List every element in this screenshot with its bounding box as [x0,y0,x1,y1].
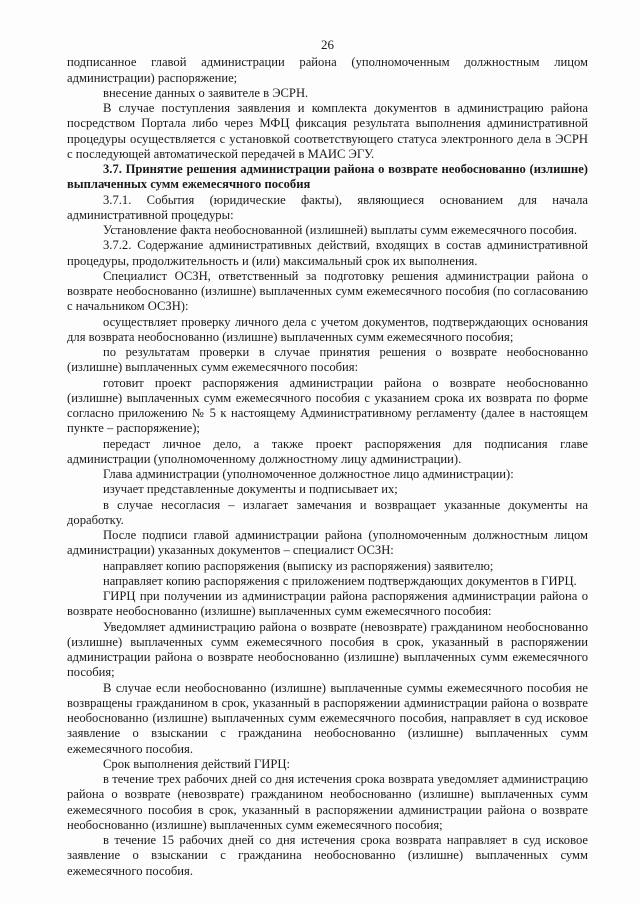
paragraph: в течение трех рабочих дней со дня истечения срока возврата уведомляет администрацию района о возврате (невозврате) гражданином необоснованно (излишне) выплаченных сумм ежемесячного пособия в срок, указанный в распоряжении администрации района о возврате необоснованно (излишне) выплаченных сумм ежемесячного пособия; [67,772,588,832]
paragraph: направляет копию распоряжения с приложением подтверждающих документов в ГИРЦ. [103,573,577,588]
paragraph: в течение 15 рабочих дней со дня истечения срока возврата направляет в суд исковое заявление о взыскании с гражданина необоснованно (излишне) выплаченных сумм ежемесячного пособия. [67,833,588,878]
paragraph: 3.7.1. События (юридические факты), являющиеся основанием для начала административной процедуры: [67,192,588,222]
paragraph: осуществляет проверку личного дела с учетом документов, подтверждающих основания для возврата необоснованно (излишне) выплаченных сумм ежемесячного пособия; [67,314,588,344]
paragraph: направляет копию распоряжения (выписку из распоряжения) заявителю; [103,558,494,573]
document-body [67,55,588,879]
paragraph: После подписи главой администрации района (уполномоченным должностным лицом администрации) указанных документов – специалист ОСЗН: [67,528,588,558]
paragraph: готовит проект распоряжения администрации района о возврате необоснованно (излишне) выплаченных сумм ежемесячного пособия с указанием срока их возврата по форме согласно приложению № 5 к настоящему Административному регламенту (далее в настоящем пункте – распоряжение); [67,375,588,436]
paragraph: Срок выполнения действий ГИРЦ: [103,756,290,771]
paragraph: Установление факта необоснованной (излишней) выплаты сумм ежемесячного пособия. [103,223,578,237]
paragraph: внесение данных о заявителе в ЭСРН. [103,85,309,100]
section-heading: 3.7. Принятие решения администрации района о возврате необоснованно (излишне) выплаченных сумм ежемесячного пособия [67,162,588,192]
page-number: 26 [321,37,334,52]
paragraph: 3.7.2. Содержание административных действий, входящих в состав административной процедуры, продолжительность и (или) максимальный срок их выполнения. [67,238,588,268]
paragraph: изучает представленные документы и подписывает их; [103,482,398,497]
paragraph: ГИРЦ при получении из администрации района распоряжения администрации района о возврате необоснованно (излишне) выплаченных сумм ежемесячного пособия: [67,589,588,619]
paragraph: Уведомляет администрацию района о возврате (невозврате) гражданином необоснованно (излишне) выплаченных сумм ежемесячного пособия в срок, указанный в распоряжении администрации района о возврате необоснованно (излишне) выплаченных сумм ежемесячного пособия; [67,619,588,680]
paragraph: в случае несогласия – излагает замечания и возвращает указанные документы на доработку. [67,497,588,527]
paragraph: передаст личное дело, а также проект распоряжения для подписания главе администрации (уполномоченному должностному лицу администрации). [67,436,588,466]
paragraph: Специалист ОСЗН, ответственный за подготовку решения администрации района о возврате необоснованно (излишне) выплаченных сумм ежемесячного пособия (по согласованию с начальником ОСЗН): [67,268,588,314]
paragraph: по результатам проверки в случае принятия решения о возврате необоснованно (излишне) выплаченных сумм ежемесячного пособия: [67,345,588,375]
paragraph: подписанное главой администрации района (уполномоченным должностным лицом администрации) распоряжение; [67,55,588,85]
paragraph: В случае поступления заявления и комплекта документов в администрацию района посредством Портала либо через МФЦ фиксация результата выполнения административной процедуры осуществляется с установкой соответствующего статуса электронного дела в ЭСРН с последующей автоматической передачей в МАИС ЭГУ. [67,101,588,161]
paragraph: Глава администрации (уполномоченное должностное лицо администрации): [103,467,514,481]
paragraph: В случае если необоснованно (излишне) выплаченные суммы ежемесячного пособия не возвращены гражданином в срок, указанный в распоряжении администрации района о возврате необоснованно (излишне) выплаченных сумм ежемесячного пособия, направляет в суд исковое заявление о взыскании с гражданина необоснованно (излишне) выплаченных сумм ежемесячного пособия. [67,680,588,756]
